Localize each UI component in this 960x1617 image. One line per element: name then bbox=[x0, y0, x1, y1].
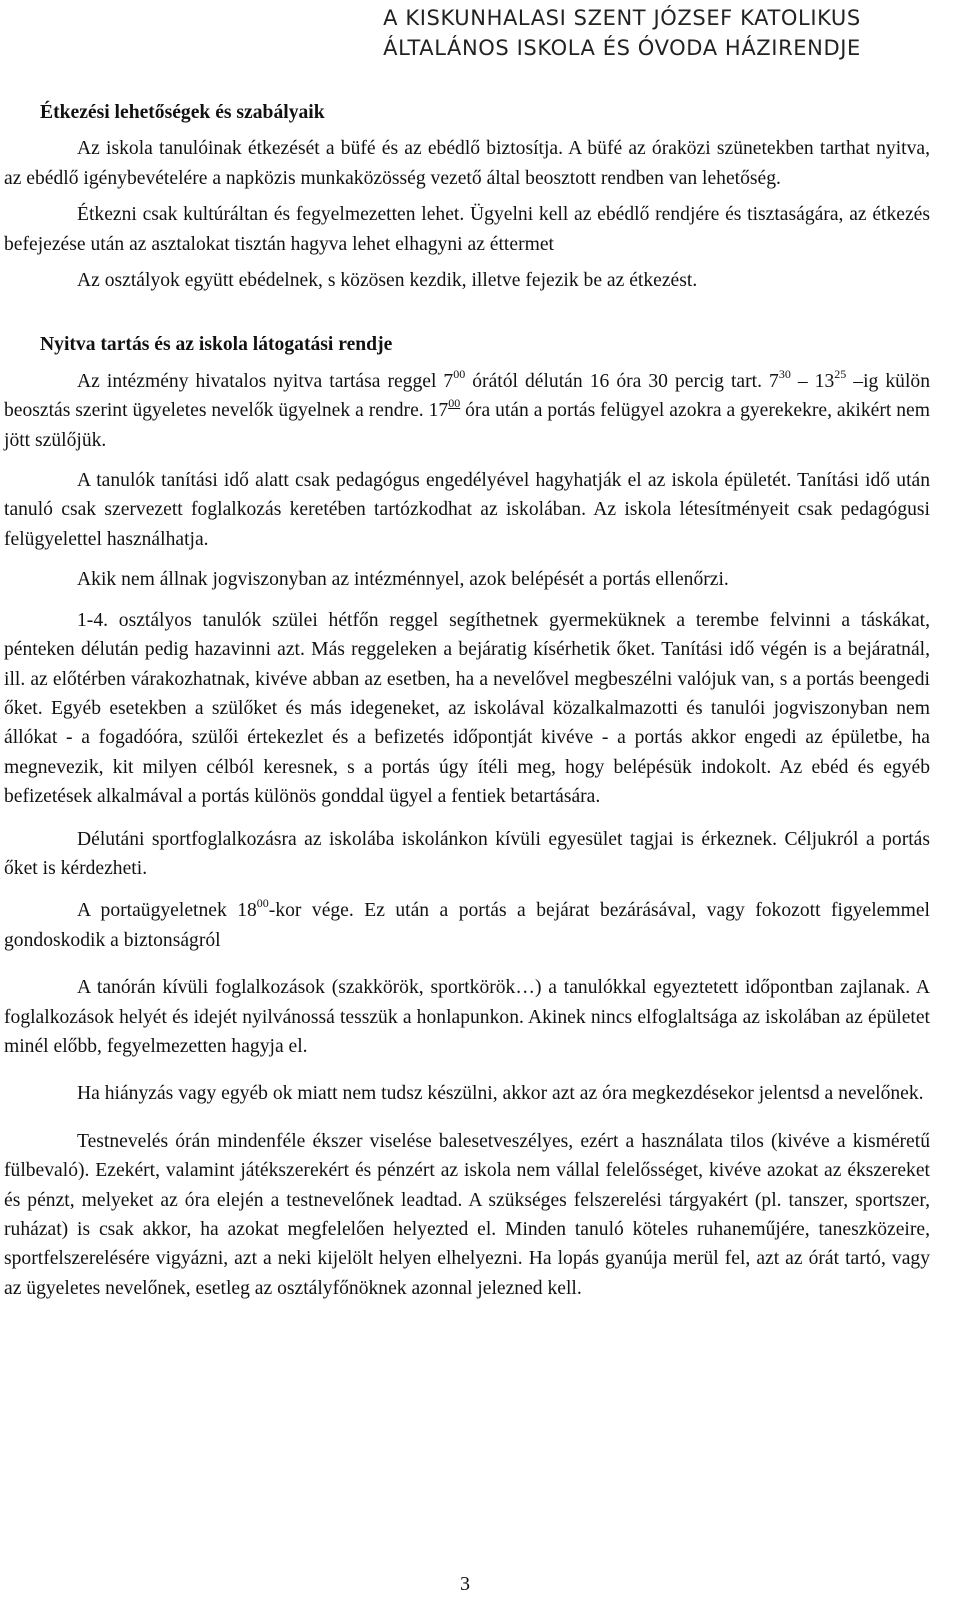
paragraph-parents-rules: 1-4. osztályos tanulók szülei hétfőn reggel segíthetnek gyermeküknek a terembe felvinni a táskákat, pénteken délután pedig hazavinni azt. Más reggeleken a bejáratig kísérhetik őket. Tanítási idő végén is a bejáratnál, ill. az előtérben várakozhatnak, kivéve abban az esetben, ha a nevelővel megbeszélni valójuk van, s a portás beengedi őket. Egyéb esetekben a szülőket és más idegeneket, az iskolával közalkalmazotti és tanulói jogviszonyban nem állókat - a fogadóóra, szülői értekezlet és a befizetés időpontját kivéve - a portás akkor engedi az épületbe, ha megnevezik, kit milyen célból keresnek, s a portás úgy ítéli meg, hogy belépésük indokolt. Az ebéd és egyéb befizetések alkalmával a portás különös gonddal ügyel a fentiek betartására. bbox=[4, 609, 930, 808]
paragraph-opening-hours bbox=[4, 367, 930, 455]
paragraph-meals-1: Az iskola tanulóinak étkezését a büfé és az ebédlő biztosítja. A büfé az óraközi szünetekben tarthat nyitva, az ebédlő igénybevételére a napközis munkaközösség vezető által beosztott rendben van lehetőség. bbox=[4, 138, 930, 189]
paragraph-meals-2: Étkezni csak kultúráltan és fegyelmezetten lehet. Ügyelni kell az ebédlő rendjére és tisztaságára, az étkezés befejezése után az asztalokat tisztán hagyva lehet elhagyni az éttermet bbox=[4, 204, 930, 255]
page-number: 3 bbox=[460, 1573, 470, 1595]
opening-text-d: –ig külön beosztás szerint ügyeletes nevelők ügyelnek a rendre. 17 bbox=[4, 370, 930, 422]
opening-text-b: órától délután 16 óra 30 percig tart. 7 bbox=[465, 370, 779, 392]
opening-text-e: óra után a portás felügyel azokra a gyerekekre, akikért nem jött szülőjük. bbox=[4, 400, 930, 451]
header-line-2: ÁLTALÁNOS ISKOLA ÉS ÓVODA HÁZIRENDJE bbox=[383, 36, 861, 60]
opening-sup-3: 25 bbox=[834, 366, 847, 381]
opening-text-a: Az intézmény hivatalos nyitva tartása reggel 7 bbox=[77, 370, 454, 392]
paragraph-meals-3: Az osztályok együtt ebédelnek, s közösen kezdik, illetve fejezik be az étkezést. bbox=[77, 270, 698, 292]
header-line-1: A KISKUNHALASI SZENT JÓZSEF KATOLIKUS bbox=[383, 6, 861, 30]
porter-sup: 00 bbox=[256, 896, 269, 911]
paragraph-sport-clubs: Délutáni sportfoglalkozásra az iskolába iskolánkon kívüli egyesület tagjai is érkeznek. Céljukról a portás őket is kérdezheti. bbox=[4, 828, 930, 879]
paragraph-porter-duty bbox=[4, 896, 930, 955]
paragraph-absence: Ha hiányzás vagy egyéb ok miatt nem tudsz készülni, akkor azt az óra megkezdésekor jelentsd a nevelőnek. bbox=[77, 1083, 924, 1105]
opening-sup-1: 00 bbox=[453, 366, 466, 381]
opening-sup-4: 00 bbox=[448, 396, 461, 411]
paragraph-pe-jewelry: Testnevelés órán mindenféle ékszer viselése balesetveszélyes, ezért a használata tilos (kivéve a kisméretű fülbevaló). Ezekért, valamint játékszerekért és pénzért az iskola nem vállal felelősséget, kivéve azokat az ékszereket és pénzt, melyeket az óra elején a testnevelőnek leadtad. A szükséges felszerelési tárgyakért (pl. tanszer, sportszer, ruházat) is csak akkor, ha azokat megfelelően helyezted el. Minden tanuló köteles ruhaneműjére, taneszközeire, sportfelszerelésére vigyázni, azt a neki kijelölt helyen elhelyezni. Ha lopás gyanúja merül fel, azt az órát tartó, vagy az ügyeletes nevelőnek, esetleg az osztályfőnöknek azonnal jelezned kell. bbox=[4, 1130, 930, 1299]
paragraph-extracurricular: A tanórán kívüli foglalkozások (szakkörök, sportkörök…) a tanulókkal egyeztetett időpontban zajlanak. A foglalkozások helyét és idejét nyilvánossá tesszük a honlapunkon. Akinek nincs elfoglaltsága az iskolában az épületet minél előbb, fegyelmezetten hagyja el. bbox=[4, 977, 930, 1057]
document-body bbox=[4, 98, 930, 1303]
porter-text-b: -kor vége. Ez után a portás a bejárat bezárásával, vagy fokozott figyelemmel gondoskodik a biztonságról bbox=[4, 900, 930, 951]
section-heading-opening: Nyitva tartás és az iskola látogatási rendje bbox=[40, 334, 393, 356]
opening-sup-2: 30 bbox=[778, 366, 791, 381]
paragraph-visitors-check: Akik nem állnak jogviszonyban az intézménnyel, azok belépését a portás ellenőrzi. bbox=[77, 569, 729, 591]
page-header bbox=[312, 3, 932, 63]
section-heading-meals: Étkezési lehetőségek és szabályaik bbox=[40, 102, 325, 123]
porter-text-a: A portaügyeletnek 18 bbox=[77, 900, 257, 922]
paragraph-leaving-building: A tanulók tanítási idő alatt csak pedagógus engedélyével hagyhatják el az iskola épületét. Tanítási idő után tanuló csak szervezett foglalkozás keretében tartózkodhat az iskolában. Az iskola létesítményeit csak pedagógusi felügyelettel használhatja. bbox=[4, 470, 930, 550]
opening-text-c: – 13 bbox=[790, 370, 835, 392]
